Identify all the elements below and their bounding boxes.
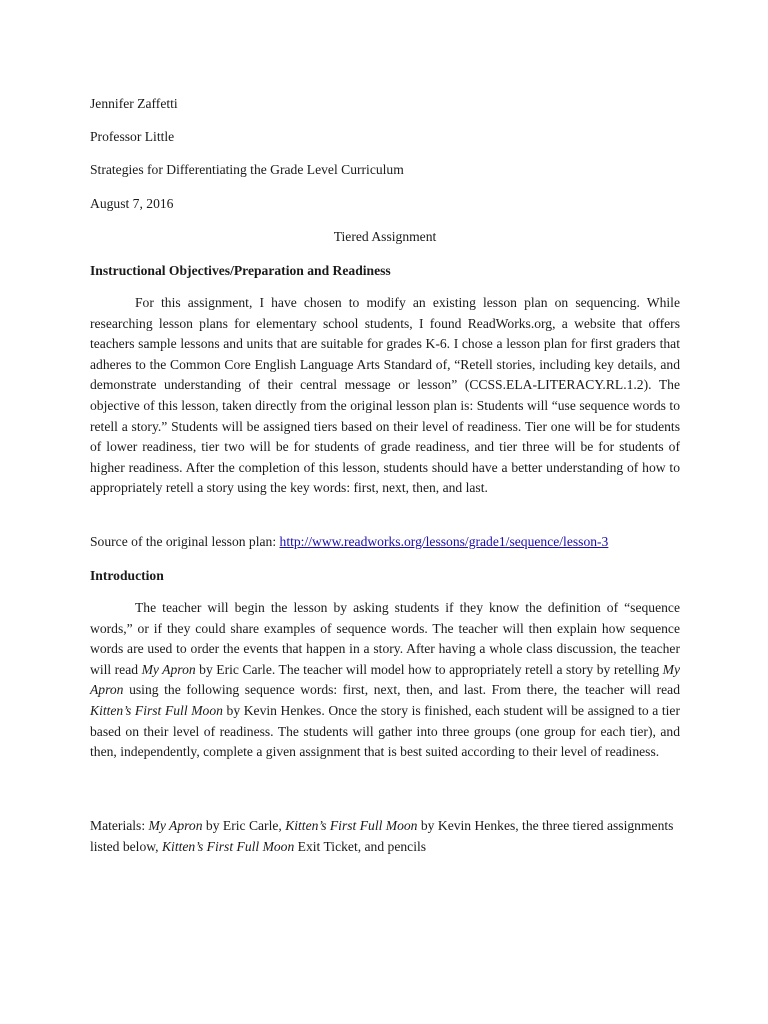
materials-book-kittens-moon: Kitten’s First Full Moon (285, 818, 418, 833)
introduction-paragraph (90, 598, 680, 763)
intro-book-my-apron-2: My Apron (90, 661, 680, 698)
materials-book-my-apron: My Apron (148, 818, 203, 833)
materials-text-2: by Kevin Henkes, the three tiered assignments listed below, (90, 818, 674, 854)
materials-text-3: Exit Ticket, and pencils (294, 838, 427, 854)
materials-paragraph (90, 816, 680, 857)
author-name: Jennifer Zaffetti (90, 96, 178, 111)
materials-label: Materials: (90, 818, 149, 833)
intro-text-4: by Kevin Henkes. Once the story is finished, each student will be assigned to a tier based on their level of readiness. The students will gather into three groups (one group for each tier), and then, independently, complete a given assignment that is best suited according to their level of readiness. (90, 702, 680, 760)
source-link[interactable]: http://www.readworks.org/lessons/grade1/sequence/lesson-3 (279, 534, 609, 549)
intro-text-2: by Eric Carle. The teacher will model how to appropriately retell a story by retelling (195, 661, 663, 677)
objectives-paragraph: For this assignment, I have chosen to modify an existing lesson plan on sequencing. While researching lesson plans for elementary school students, I found ReadWorks.org, a website that offers teachers sample lessons and units that are suitable for grades K-6. I chose a lesson plan for first graders that adheres to the Common Core English Language Arts Standard of, “Retell stories, including key details, and demonstrate understanding of their central message or lesson” (CCSS.ELA-LITERACY.RL.1.2). The objective of this lesson, taken directly from the original lesson plan is: Students will “use sequence words to retell a story.” Students will be assigned tiers based on their level of readiness. Tier one will be for students of lower readiness, tier two will be for students of grade readiness, and tier three will be for students of higher readiness. After the completion of this lesson, students should have a better understanding of how to appropriately retell a story using the key words: first, next, then, and last. (90, 295, 680, 496)
introduction-heading: Introduction (90, 568, 164, 583)
intro-book-kittens-moon: Kitten’s First Full Moon (90, 702, 223, 718)
intro-text-1: The teacher will begin the lesson by asking students if they know the definition of “sequence words,” or if they could share examples of sequence words. The teacher will then explain how sequence words are used to order the events that happen in a story. After having a whole class discussion, the teacher will read (90, 600, 680, 677)
professor-name: Professor Little (90, 129, 175, 144)
source-label: Source of the original lesson plan: (90, 534, 280, 549)
materials-book-kittens-moon-2: Kitten’s First Full Moon (161, 838, 295, 854)
intro-book-my-apron: My Apron (141, 661, 196, 677)
intro-text-3: using the following sequence words: first, next, then, and last. From there, the teacher will read (123, 682, 680, 698)
source-line (90, 533, 608, 551)
course-name: Strategies for Differentiating the Grade Level Curriculum (90, 162, 404, 177)
document-date: August 7, 2016 (90, 196, 174, 211)
document-title: Tiered Assignment (333, 229, 437, 244)
materials-text-1: by Eric Carle, (202, 818, 286, 833)
objectives-heading: Instructional Objectives/Preparation and Readiness (90, 263, 391, 278)
